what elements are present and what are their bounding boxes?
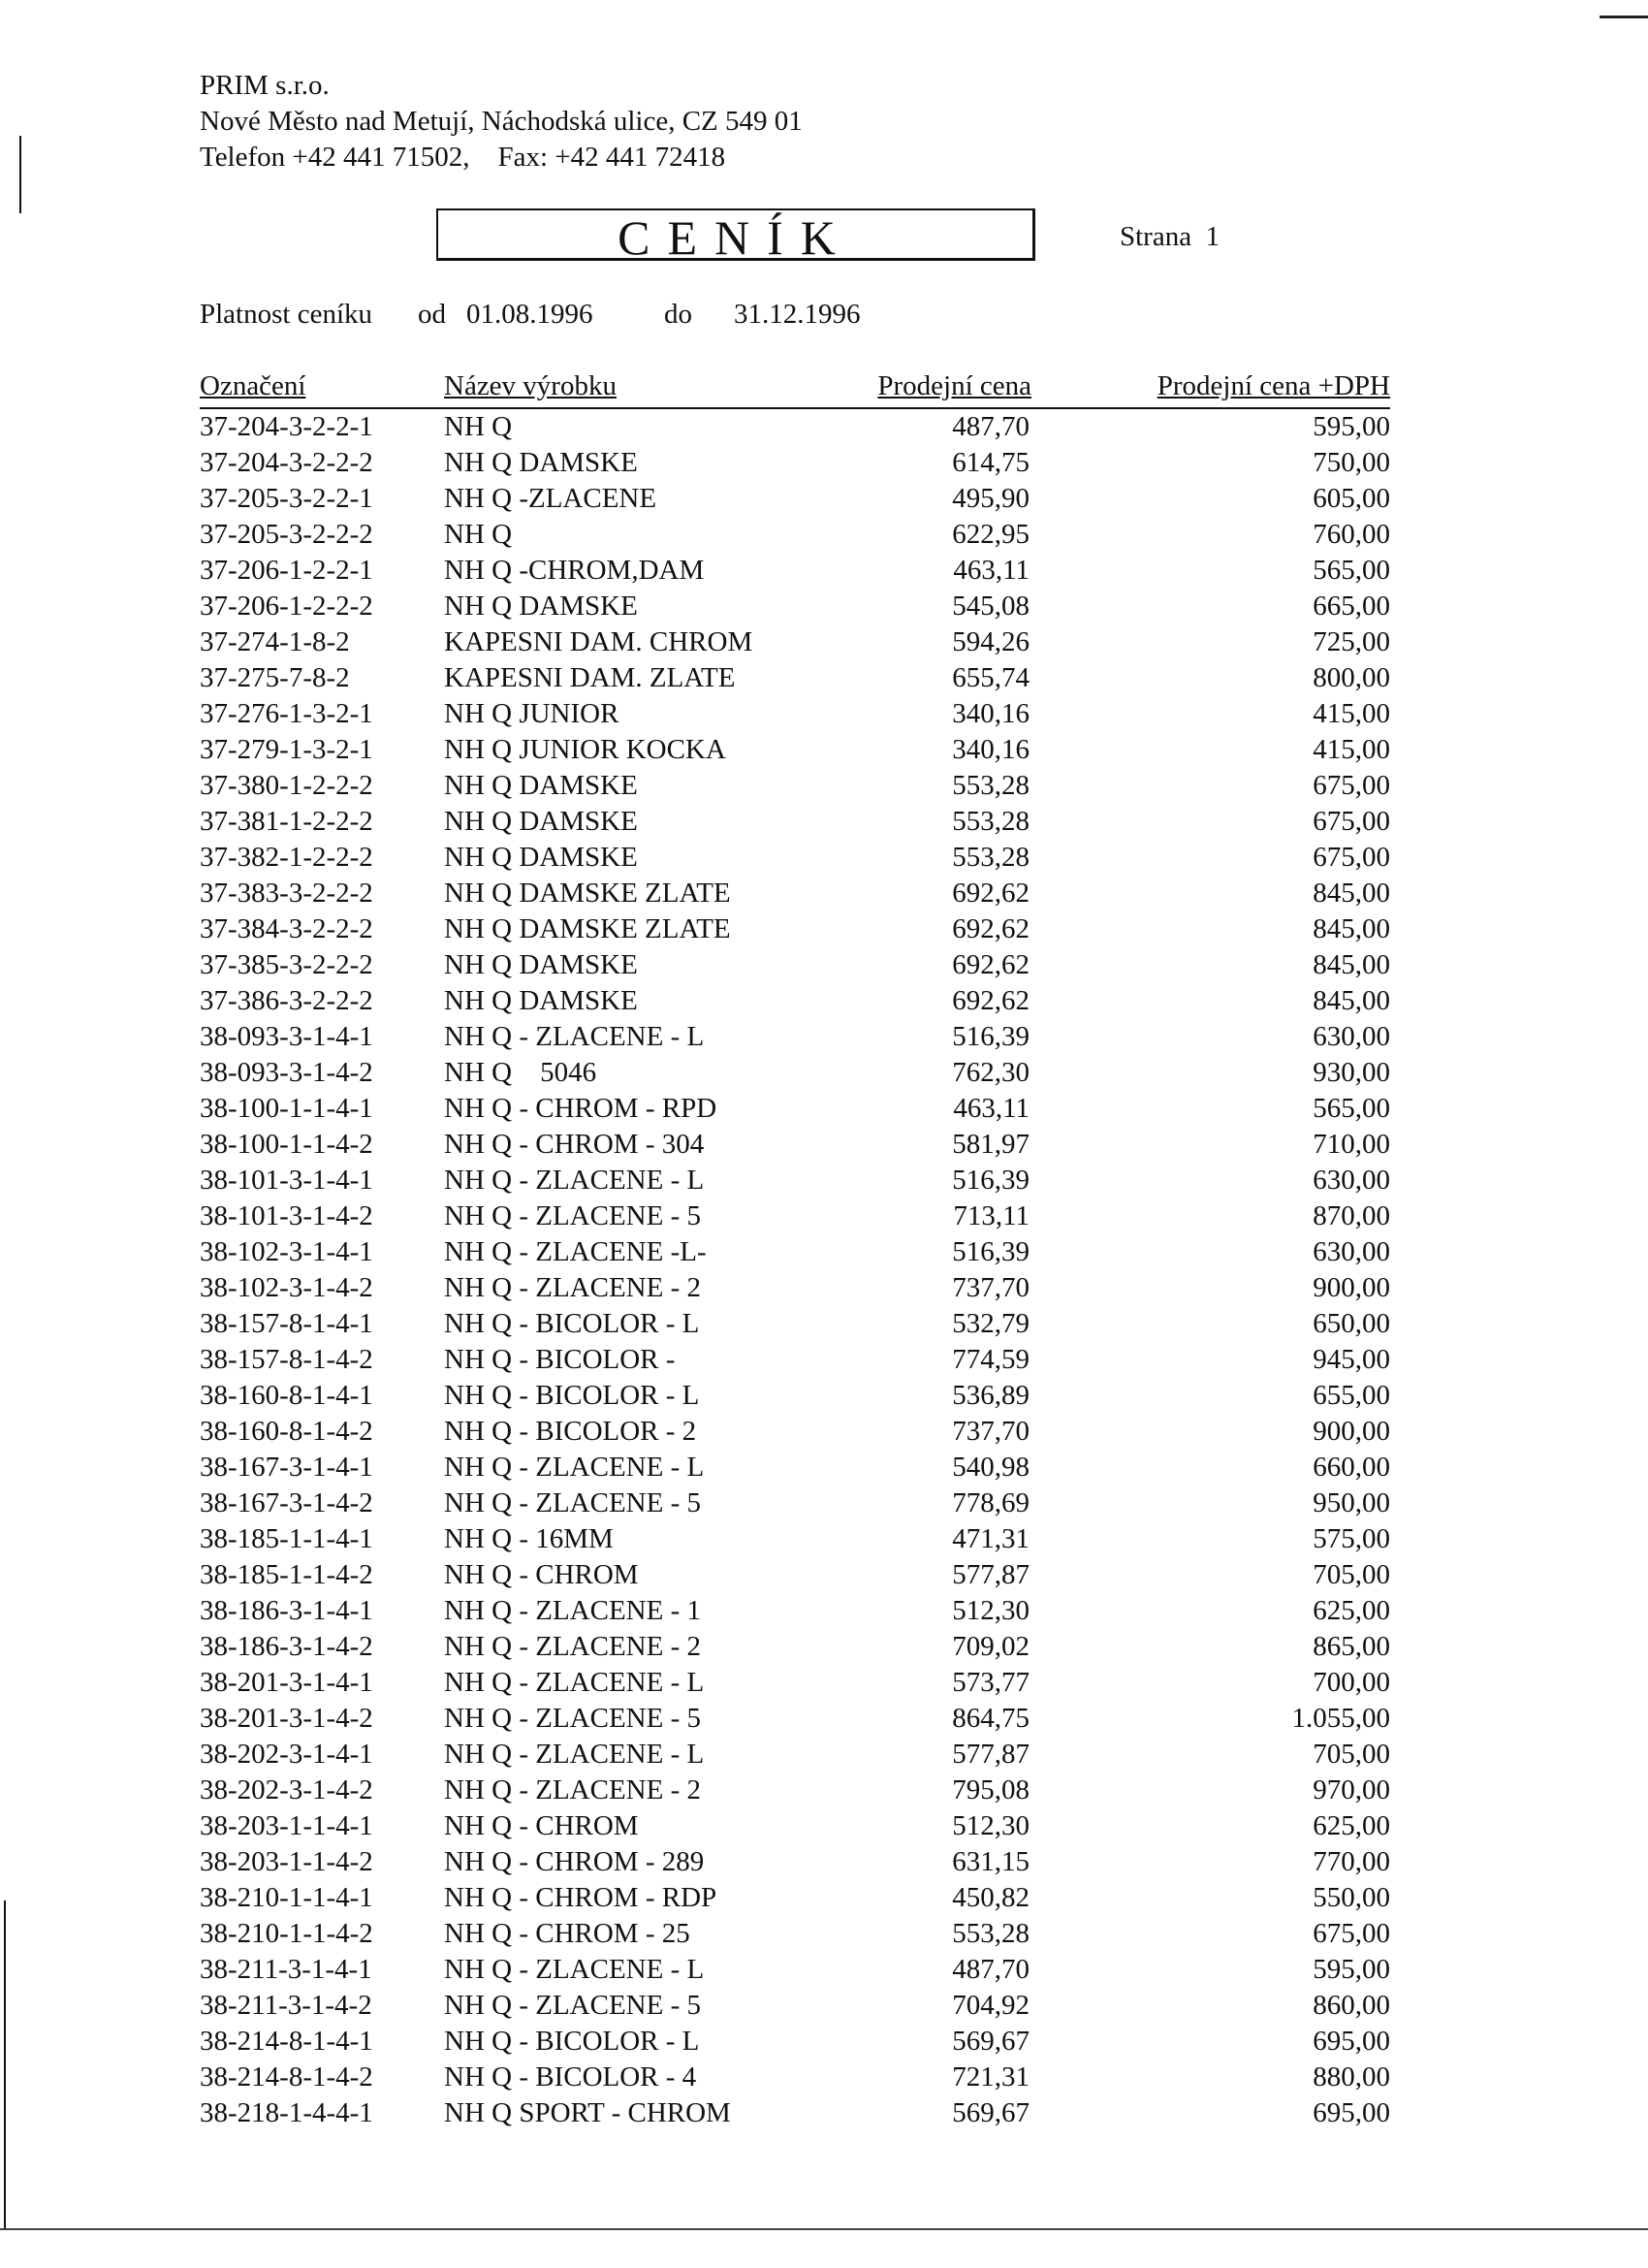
cell-name: NH Q 5046 (444, 1057, 597, 1088)
cell-code: 37-204-3-2-2-2 (200, 447, 373, 478)
cell-code: 38-157-8-1-4-1 (200, 1308, 373, 1339)
cell-price: 692,62 (952, 949, 1030, 980)
table-row (200, 1163, 1390, 1198)
cell-price-vat: 565,00 (1313, 1093, 1390, 1124)
scan-edge-mark-bottom (0, 2228, 1648, 2230)
cell-name: NH Q - CHROM (444, 1810, 639, 1841)
cell-price-vat: 575,00 (1313, 1523, 1390, 1554)
cell-price-vat: 630,00 (1313, 1236, 1390, 1267)
cell-price: 450,82 (952, 1882, 1030, 1913)
validity-to-label: do (664, 299, 692, 330)
cell-price-vat: 415,00 (1313, 698, 1390, 729)
cell-code: 38-101-3-1-4-2 (200, 1200, 373, 1231)
cell-price: 545,08 (952, 591, 1030, 622)
table-row (200, 911, 1390, 947)
cell-price: 655,74 (952, 662, 1030, 693)
cell-price-vat: 675,00 (1313, 1918, 1390, 1949)
cell-code: 38-093-3-1-4-2 (200, 1057, 373, 1088)
cell-price: 532,79 (952, 1308, 1030, 1339)
cell-name: NH Q - ZLACENE - 1 (444, 1595, 701, 1626)
cell-name: NH Q - BICOLOR - 2 (444, 1416, 697, 1447)
table-row (200, 1270, 1390, 1306)
table-row (200, 1234, 1390, 1270)
table-row (200, 517, 1390, 553)
cell-price-vat: 550,00 (1313, 1882, 1390, 1913)
cell-code: 38-201-3-1-4-2 (200, 1703, 373, 1734)
table-row (200, 1808, 1390, 1844)
column-header-code: Označení (200, 370, 306, 401)
cell-price: 577,87 (952, 1559, 1030, 1590)
cell-name: NH Q - ZLACENE - L (444, 1739, 705, 1770)
scan-margin-mark (19, 136, 21, 213)
cell-price: 721,31 (952, 2061, 1030, 2092)
cell-price-vat: 900,00 (1313, 1272, 1390, 1303)
cell-price-vat: 865,00 (1313, 1631, 1390, 1662)
cell-code: 38-167-3-1-4-1 (200, 1452, 373, 1483)
cell-price: 540,98 (952, 1452, 1030, 1483)
cell-price-vat: 845,00 (1313, 985, 1390, 1016)
validity-from-label: od (418, 299, 446, 330)
table-body (200, 409, 1390, 2131)
cell-code: 37-275-7-8-2 (200, 662, 350, 693)
cell-name: NH Q DAMSKE (444, 842, 638, 873)
cell-name: NH Q DAMSKE (444, 770, 638, 801)
cell-name: KAPESNI DAM. ZLATE (444, 662, 736, 693)
cell-price: 553,28 (952, 806, 1030, 837)
table-row (200, 2060, 1390, 2095)
table-row (200, 1450, 1390, 1485)
cell-code: 38-157-8-1-4-2 (200, 1344, 373, 1375)
cell-price: 795,08 (952, 1774, 1030, 1805)
cell-price: 864,75 (952, 1703, 1030, 1734)
table-row (200, 409, 1390, 445)
cell-name: NH Q JUNIOR KOCKA (444, 734, 726, 765)
cell-price-vat: 625,00 (1313, 1810, 1390, 1841)
cell-code: 38-185-1-1-4-2 (200, 1559, 373, 1590)
table-row (200, 947, 1390, 983)
cell-code: 38-167-3-1-4-2 (200, 1487, 373, 1518)
cell-code: 38-203-1-1-4-2 (200, 1846, 373, 1877)
cell-price: 713,11 (953, 1200, 1030, 1231)
table-row (200, 1593, 1390, 1629)
table-row (200, 732, 1390, 768)
table-row (200, 1378, 1390, 1414)
table-row (200, 696, 1390, 732)
cell-code: 38-102-3-1-4-2 (200, 1272, 373, 1303)
cell-name: NH Q - ZLACENE - L (444, 1021, 705, 1052)
cell-code: 37-383-3-2-2-2 (200, 878, 373, 909)
cell-code: 38-201-3-1-4-1 (200, 1667, 373, 1698)
table-row (200, 983, 1390, 1019)
scan-margin-mark (4, 1901, 6, 2230)
cell-price: 594,26 (952, 626, 1030, 657)
cell-name: NH Q DAMSKE (444, 591, 638, 622)
table-row (200, 840, 1390, 876)
cell-code: 38-211-3-1-4-1 (200, 1954, 372, 1985)
cell-code: 37-385-3-2-2-2 (200, 949, 373, 980)
cell-price-vat: 665,00 (1313, 591, 1390, 622)
cell-code: 37-206-1-2-2-1 (200, 555, 373, 586)
cell-code: 38-101-3-1-4-1 (200, 1165, 373, 1196)
cell-code: 37-382-1-2-2-2 (200, 842, 373, 873)
cell-code: 38-218-1-4-4-1 (200, 2097, 373, 2128)
cell-code: 38-102-3-1-4-1 (200, 1236, 373, 1267)
table-row (200, 445, 1390, 481)
table-row (200, 768, 1390, 804)
column-header-name: Název výrobku (444, 370, 617, 401)
cell-code: 38-214-8-1-4-2 (200, 2061, 373, 2092)
cell-name: NH Q DAMSKE (444, 985, 638, 1016)
cell-name: NH Q - ZLACENE - 5 (444, 1990, 701, 2021)
table-row (200, 1557, 1390, 1593)
cell-name: NH Q - ZLACENE - 2 (444, 1272, 701, 1303)
cell-name: KAPESNI DAM. CHROM (444, 626, 753, 657)
cell-price-vat: 770,00 (1313, 1846, 1390, 1877)
cell-price: 340,16 (952, 734, 1030, 765)
cell-price-vat: 630,00 (1313, 1021, 1390, 1052)
cell-price-vat: 675,00 (1313, 770, 1390, 801)
column-header-price: Prodejní cena (877, 370, 1031, 401)
price-table (200, 368, 1390, 2131)
cell-price: 516,39 (952, 1165, 1030, 1196)
cell-price: 487,70 (952, 411, 1030, 442)
cell-price: 692,62 (952, 985, 1030, 1016)
cell-name: NH Q - ZLACENE - L (444, 1667, 705, 1698)
table-row (200, 1952, 1390, 1988)
cell-price: 516,39 (952, 1236, 1030, 1267)
table-row (200, 1521, 1390, 1557)
cell-price-vat: 1.055,00 (1291, 1703, 1390, 1734)
table-row (200, 1485, 1390, 1521)
cell-price-vat: 625,00 (1313, 1595, 1390, 1626)
cell-name: NH Q DAMSKE (444, 949, 638, 980)
cell-code: 38-186-3-1-4-1 (200, 1595, 373, 1626)
cell-price-vat: 860,00 (1313, 1990, 1390, 2021)
cell-code: 38-093-3-1-4-1 (200, 1021, 373, 1052)
company-address: Nové Město nad Metují, Náchodská ulice, CZ 549 01 (200, 106, 803, 137)
cell-code: 38-186-3-1-4-2 (200, 1631, 373, 1662)
table-row (200, 481, 1390, 517)
cell-name: NH Q - ZLACENE - 5 (444, 1487, 701, 1518)
cell-code: 37-205-3-2-2-1 (200, 483, 373, 514)
cell-price-vat: 845,00 (1313, 949, 1390, 980)
cell-price-vat: 655,00 (1313, 1380, 1390, 1411)
cell-price: 463,11 (953, 555, 1030, 586)
cell-name: NH Q - CHROM - RPD (444, 1093, 717, 1124)
table-row (200, 624, 1390, 660)
cell-code: 37-204-3-2-2-1 (200, 411, 373, 442)
company-contact: Telefon +42 441 71502, Fax: +42 441 72418 (200, 142, 726, 173)
table-row (200, 2024, 1390, 2060)
cell-code: 37-274-1-8-2 (200, 626, 350, 657)
cell-code: 37-380-1-2-2-2 (200, 770, 373, 801)
cell-name: NH Q - CHROM - 25 (444, 1918, 690, 1949)
cell-name: NH Q - ZLACENE - L (444, 1954, 705, 1985)
cell-price: 573,77 (952, 1667, 1030, 1698)
validity-label: Platnost ceníku (200, 299, 373, 330)
cell-price: 340,16 (952, 698, 1030, 729)
cell-price: 553,28 (952, 770, 1030, 801)
table-row (200, 1127, 1390, 1163)
validity-to-date: 31.12.1996 (734, 299, 861, 330)
cell-code: 38-202-3-1-4-1 (200, 1739, 373, 1770)
cell-price-vat: 695,00 (1313, 2026, 1390, 2057)
cell-price: 631,15 (952, 1846, 1030, 1877)
cell-price-vat: 695,00 (1313, 2097, 1390, 2128)
cell-name: NH Q - BICOLOR - 4 (444, 2061, 697, 2092)
cell-price-vat: 660,00 (1313, 1452, 1390, 1483)
cell-code: 38-211-3-1-4-2 (200, 1990, 372, 2021)
cell-price: 737,70 (952, 1416, 1030, 1447)
cell-price: 692,62 (952, 913, 1030, 944)
cell-code: 38-160-8-1-4-1 (200, 1380, 373, 1411)
table-row (200, 1091, 1390, 1127)
cell-price-vat: 970,00 (1313, 1774, 1390, 1805)
cell-name: NH Q - ZLACENE -L- (444, 1236, 707, 1267)
cell-price-vat: 945,00 (1313, 1344, 1390, 1375)
cell-price-vat: 415,00 (1313, 734, 1390, 765)
table-row (200, 1773, 1390, 1808)
cell-name: NH Q SPORT - CHROM (444, 2097, 731, 2128)
cell-name: NH Q DAMSKE ZLATE (444, 878, 731, 909)
cell-price: 536,89 (952, 1380, 1030, 1411)
cell-code: 38-203-1-1-4-1 (200, 1810, 373, 1841)
cell-price: 569,67 (952, 2097, 1030, 2128)
table-row (200, 1629, 1390, 1665)
cell-code: 37-205-3-2-2-2 (200, 519, 373, 550)
cell-price: 487,70 (952, 1954, 1030, 1985)
cell-name: NH Q - BICOLOR - L (444, 1308, 700, 1339)
cell-name: NH Q - BICOLOR - (444, 1344, 676, 1375)
table-row (200, 876, 1390, 911)
cell-code: 38-100-1-1-4-1 (200, 1093, 373, 1124)
cell-price: 581,97 (952, 1129, 1030, 1160)
document-title: CENÍK (618, 210, 853, 265)
table-row (200, 1737, 1390, 1773)
cell-price: 774,59 (952, 1344, 1030, 1375)
cell-price-vat: 605,00 (1313, 483, 1390, 514)
cell-name: NH Q - ZLACENE - 5 (444, 1703, 701, 1734)
cell-price: 762,30 (952, 1057, 1030, 1088)
cell-price-vat: 950,00 (1313, 1487, 1390, 1518)
table-row (200, 553, 1390, 589)
cell-code: 37-206-1-2-2-2 (200, 591, 373, 622)
cell-price: 709,02 (952, 1631, 1030, 1662)
cell-name: NH Q - BICOLOR - L (444, 2026, 700, 2057)
table-row (200, 1880, 1390, 1916)
table-row (200, 2095, 1390, 2131)
table-row (200, 804, 1390, 840)
cell-code: 38-214-8-1-4-1 (200, 2026, 373, 2057)
cell-price: 512,30 (952, 1810, 1030, 1841)
cell-price: 704,92 (952, 1990, 1030, 2021)
cell-price: 577,87 (952, 1739, 1030, 1770)
cell-name: NH Q - CHROM - 304 (444, 1129, 705, 1160)
table-row (200, 1844, 1390, 1880)
table-row (200, 1665, 1390, 1701)
cell-name: NH Q JUNIOR (444, 698, 619, 729)
cell-name: NH Q (444, 519, 513, 550)
cell-price: 622,95 (952, 519, 1030, 550)
table-row (200, 660, 1390, 696)
cell-code: 38-210-1-1-4-2 (200, 1918, 373, 1949)
cell-name: NH Q - BICOLOR - L (444, 1380, 700, 1411)
cell-price-vat: 565,00 (1313, 555, 1390, 586)
cell-name: NH Q DAMSKE (444, 806, 638, 837)
validity-from-date: 01.08.1996 (466, 299, 593, 330)
cell-code: 38-202-3-1-4-2 (200, 1774, 373, 1805)
table-header (200, 368, 1390, 409)
cell-code: 37-279-1-3-2-1 (200, 734, 373, 765)
cell-name: NH Q -CHROM,DAM (444, 555, 705, 586)
cell-price-vat: 870,00 (1313, 1200, 1390, 1231)
cell-price: 512,30 (952, 1595, 1030, 1626)
table-row (200, 589, 1390, 624)
cell-price: 614,75 (952, 447, 1030, 478)
cell-name: NH Q DAMSKE ZLATE (444, 913, 731, 944)
cell-name: NH Q - ZLACENE - 5 (444, 1200, 701, 1231)
cell-price: 692,62 (952, 878, 1030, 909)
cell-price: 471,31 (952, 1523, 1030, 1554)
cell-name: NH Q - 16MM (444, 1523, 614, 1554)
cell-code: 37-381-1-2-2-2 (200, 806, 373, 837)
cell-price-vat: 675,00 (1313, 806, 1390, 837)
cell-price-vat: 880,00 (1313, 2061, 1390, 2092)
cell-price-vat: 595,00 (1313, 411, 1390, 442)
cell-price-vat: 650,00 (1313, 1308, 1390, 1339)
cell-name: NH Q - ZLACENE - L (444, 1165, 705, 1196)
table-row (200, 1198, 1390, 1234)
company-name: PRIM s.r.o. (200, 70, 330, 101)
document-title-box (436, 208, 1035, 265)
column-header-price-vat: Prodejní cena +DPH (1157, 370, 1390, 401)
cell-name: NH Q - ZLACENE - 2 (444, 1774, 701, 1805)
cell-price-vat: 675,00 (1313, 842, 1390, 873)
cell-code: 38-160-8-1-4-2 (200, 1416, 373, 1447)
cell-price: 516,39 (952, 1021, 1030, 1052)
cell-price-vat: 750,00 (1313, 447, 1390, 478)
company-header (200, 68, 803, 176)
cell-price-vat: 630,00 (1313, 1165, 1390, 1196)
cell-name: NH Q (444, 411, 513, 442)
cell-price: 463,11 (953, 1093, 1030, 1124)
cell-price-vat: 705,00 (1313, 1559, 1390, 1590)
table-row (200, 1055, 1390, 1091)
cell-price-vat: 725,00 (1313, 626, 1390, 657)
cell-code: 37-386-3-2-2-2 (200, 985, 373, 1016)
cell-price-vat: 930,00 (1313, 1057, 1390, 1088)
cell-code: 38-210-1-1-4-1 (200, 1882, 373, 1913)
table-row (200, 1916, 1390, 1952)
scan-edge-mark-top (1600, 16, 1648, 18)
cell-name: NH Q - CHROM - RDP (444, 1882, 717, 1913)
cell-price-vat: 710,00 (1313, 1129, 1390, 1160)
cell-price: 553,28 (952, 842, 1030, 873)
cell-price-vat: 595,00 (1313, 1954, 1390, 1985)
cell-name: NH Q - ZLACENE - 2 (444, 1631, 701, 1662)
cell-price-vat: 800,00 (1313, 662, 1390, 693)
table-row (200, 1988, 1390, 2024)
cell-price-vat: 700,00 (1313, 1667, 1390, 1698)
cell-price: 737,70 (952, 1272, 1030, 1303)
cell-name: NH Q - ZLACENE - L (444, 1452, 705, 1483)
cell-code: 37-276-1-3-2-1 (200, 698, 373, 729)
cell-price-vat: 705,00 (1313, 1739, 1390, 1770)
cell-price-vat: 845,00 (1313, 878, 1390, 909)
cell-name: NH Q DAMSKE (444, 447, 638, 478)
cell-code: 38-100-1-1-4-2 (200, 1129, 373, 1160)
cell-price: 553,28 (952, 1918, 1030, 1949)
cell-price-vat: 900,00 (1313, 1416, 1390, 1447)
table-row (200, 1019, 1390, 1055)
page-number: Strana 1 (1120, 221, 1220, 252)
cell-name: NH Q - CHROM - 289 (444, 1846, 705, 1877)
cell-price: 495,90 (952, 483, 1030, 514)
cell-price: 569,67 (952, 2026, 1030, 2057)
table-row (200, 1414, 1390, 1450)
cell-name: NH Q -ZLACENE (444, 483, 657, 514)
table-row (200, 1306, 1390, 1342)
cell-code: 38-185-1-1-4-1 (200, 1523, 373, 1554)
table-row (200, 1342, 1390, 1378)
cell-price-vat: 845,00 (1313, 913, 1390, 944)
cell-price-vat: 760,00 (1313, 519, 1390, 550)
cell-name: NH Q - CHROM (444, 1559, 639, 1590)
table-row (200, 1701, 1390, 1737)
cell-price: 778,69 (952, 1487, 1030, 1518)
cell-code: 37-384-3-2-2-2 (200, 913, 373, 944)
